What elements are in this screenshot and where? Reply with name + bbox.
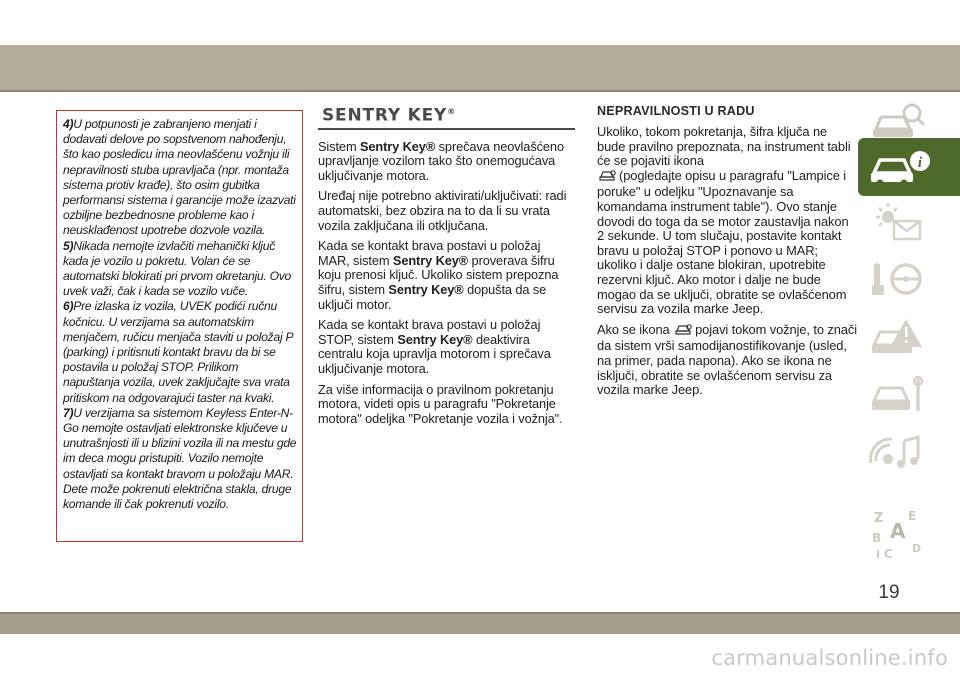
sentry-paragraph-3: Kada se kontakt brava postavi u položaj MAR, sistem Sentry Key® proverava šifru koju prenosi ključ. Ukoliko sistem prepozna šifru, sistem Sentry Key® dopušta da se uključi motor. (318, 238, 559, 312)
svg-text:i: i (917, 155, 923, 171)
tab-car-warning[interactable] (858, 308, 960, 366)
warning-box (56, 110, 303, 542)
sentry-paragraph-2: Uređaj nije potrebno aktivirati/uključivati: radi automatski, bez obzira na to da li su vrata vozila zaključana ili otključana. (318, 188, 567, 233)
car-key-warning-icon (675, 323, 693, 340)
header-band-rule (0, 90, 960, 92)
svg-text:C: C (884, 547, 893, 561)
warning-item-6: 6)Pre izlaska iz vozila, UVEK podići ručnu kočnicu. U verzijama sa automatskim menjačem, ručicu menjača staviti u položaj P (parking) i pritisnuti kontakt bravu da bi se postavila u položaj STOP. Prilikom napuštanja vozila, uvek zaključajte sva vrata pritiskom na odgovarajući taster na kvaki. (63, 299, 293, 405)
page-number: 19 (878, 582, 900, 603)
irregular-paragraph-2: Ako se ikona pojavi tokom vožnje, to znači da sistem vrši samodijanostifikovanje (usled, na primer, pada napona). Ako se ikona ne isključi, obratite se ovlašćenom servisu za vozila marke Jeep. (597, 321, 857, 398)
tab-media[interactable] (858, 424, 960, 482)
footer-band (0, 614, 960, 634)
warning-item-4: 4)U potpunosti je zabranjeno menjati i dodavati delove po sopstvenom nahođenju, što kao posledicu ima neovlašćenu vožnju ili nepravilnosti stuba upravljača (npr. montaža sistema protiv krađe), što osim gubitka performansi sistema i garancije može izazvati ozbiljne bezbednosne probleme kao i neusklađenost upotrebe dozvole vozila. (63, 117, 296, 238)
warning-item-7: 7)U verzijama sa sistemom Keyless Enter-N-Go nemojte ostavljati elektronske ključeve u unutrašnjosti ili u blizini vozila ili na mestu gde im deca mogu pristupiti. Vozilo nemojte ostavljati sa kontakt bravom u položaju MAR. Dete može pokrenuti električna stakla, druge komande ili čak pokrenuti vozilo. (63, 405, 297, 512)
tab-warning-lights[interactable] (858, 192, 960, 250)
svg-text:Z: Z (874, 511, 884, 526)
car-search-icon (868, 99, 928, 143)
svg-text:D: D (912, 542, 922, 555)
car-tools-icon (868, 373, 928, 417)
car-warning-icon (868, 315, 928, 359)
car-key-warning-icon (599, 169, 617, 186)
sentry-key-section (318, 100, 575, 432)
car-info-icon (868, 145, 934, 189)
svg-text:E: E (908, 509, 917, 523)
irregular-operation-section (597, 100, 857, 404)
subsection-title: NEPRAVILNOSTI U RADU (597, 104, 755, 118)
watermark: carmanualsonline.info (711, 646, 948, 670)
sentry-paragraph-4: Kada se kontakt brava postavi u položaj STOP, sistem Sentry Key® deaktivira centralu koja upravlja motorom i sprečava uključivanje motora. (318, 317, 551, 376)
svg-text:B: B (872, 531, 882, 545)
svg-text:A: A (890, 519, 906, 543)
tab-seat-steering[interactable] (858, 250, 960, 308)
index-icon (868, 508, 928, 564)
header-band (0, 45, 960, 90)
sentry-paragraph-5: Za više informacija o pravilnom pokretanju motora, videti opis u paragrafu "Pokretanje motora" odeljka "Pokretanje vozila i vožnja". (318, 381, 563, 426)
tab-index[interactable] (858, 482, 960, 578)
title-rule (318, 128, 575, 130)
sentry-paragraph-1: Sistem Sentry Key® sprečava neovlašćeno upravljanje vozilom tako što onemogućava uključivanje motora. (318, 138, 564, 183)
tab-car-tools[interactable] (858, 366, 960, 424)
svg-text:I: I (876, 548, 881, 561)
seat-steering-icon (868, 257, 928, 301)
tab-car-info[interactable] (858, 138, 960, 196)
section-title: SENTRY KEY® (322, 105, 456, 126)
warning-item-5: 5)Nikada nemojte izvlačiti mehanički ključ kada je vozilo u pokretu. Volan će se automatski blokirati pri prvom okretanju. Ovo uvek važi, čak i kada se vozilo vuče. (63, 238, 292, 299)
irregular-paragraph-1: Ukoliko, tokom pokretanja, šifra ključa ne bude pravilno prepoznata, na instrument tabli će se pojaviti ikona (pogledajte opisu u paragrafu "Lampice i poruke" u odeljku "Upoznavanje sa komandama instrument table"). Ovo stanje dovodi do toga da se motor zaustavlja nakon 2 sekunde. U tom slučaju, postavite kontakt bravu u položaj STOP i ponovo u MAR; ukoliko i dalje ostane blokiran, upotrebite rezervni ključ. Ako motor i dalje ne bude mogao da se uključi, obratite se ovlašćenom servisu za vozila marke Jeep. (597, 124, 851, 317)
media-icon (868, 431, 928, 475)
warning-lights-icon (868, 199, 928, 243)
